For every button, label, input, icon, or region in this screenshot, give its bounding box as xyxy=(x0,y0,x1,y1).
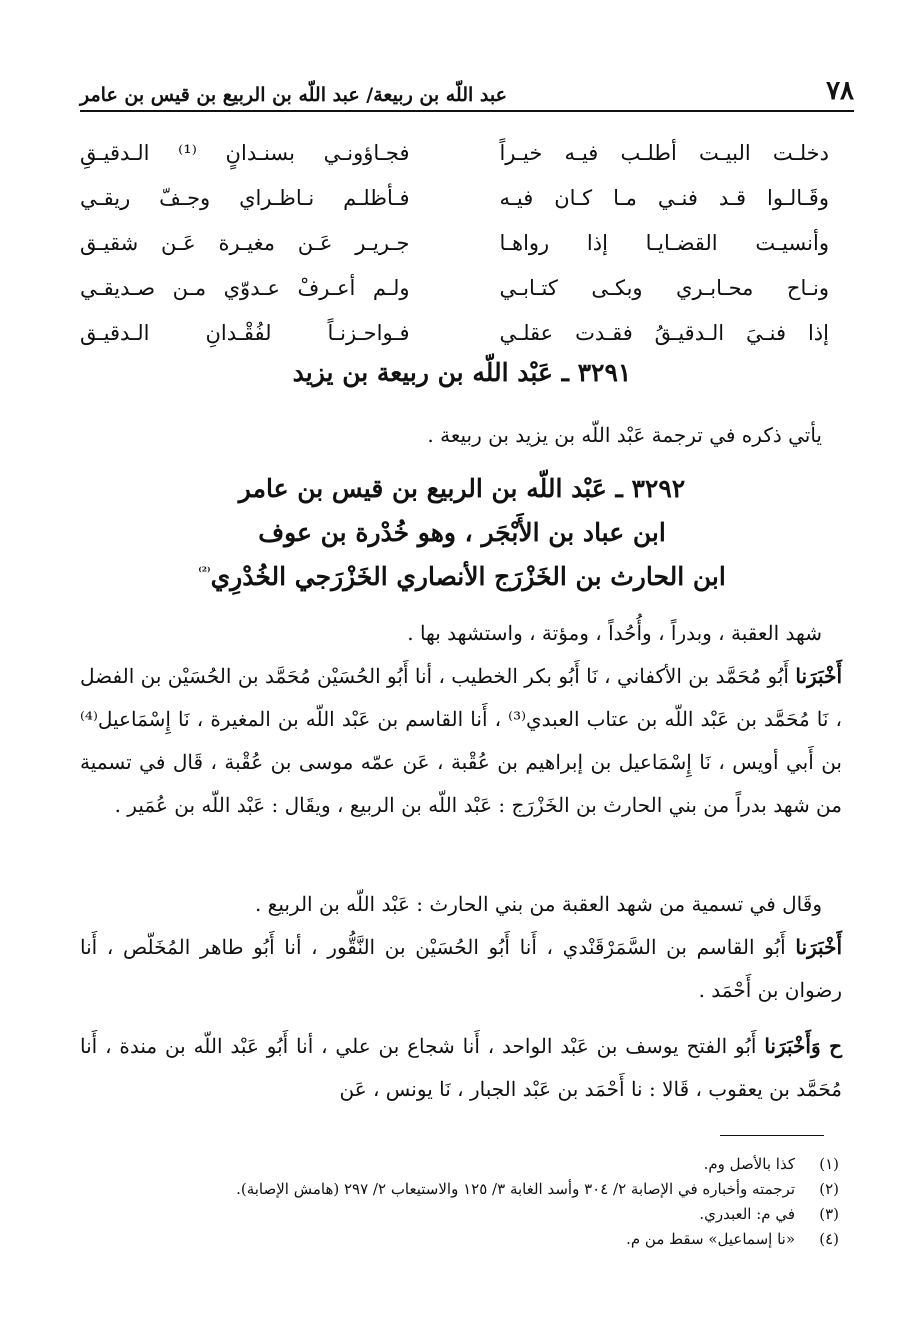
paragraph-text: أَبُو مُحَمَّد بن الأكفاني ، نَا أَبُو بكر الخطيب ، أنا أَبُو الحُسَيْن مُحَمَّد بن الحُسَيْن بن الفضل ، نَا مُحَمَّد بن عَبْد اللّه بن عتاب العبدي⁽³⁾ ، أَنا القاسم بن عَبْد اللّه بن المغيرة ، نَا إِسْمَاعيل⁽⁴⁾ بن أَبي أويس ، نَا إِسْمَاعيل بن إبراهيم بن عُقْبة ، عَن عمّه موسى بن عُقْبة ، قَال في تسمية من شهد بدراً من بني الحارث بن الخَزْرَج : عَبْد اللّه بن الربيع ، ويقَال : عَبْد اللّه بن عُمَير . xyxy=(80,664,842,817)
poem-line xyxy=(80,220,829,265)
poem-hemistich-right: إذا فنـيَ الـدقيـقُ فقـدت عقلـي xyxy=(499,320,829,345)
heading-text: ابن الحارث بن الخَزْرَج الأنصاري الخَزْرَجي الخُدْرِي xyxy=(210,562,726,591)
footnote-number: (٣) xyxy=(819,1205,839,1223)
footnote-text: في م: العبدري. xyxy=(699,1205,795,1223)
poem-hemistich-right: ونـاح محـابـري وبكـى كتـابـي xyxy=(499,275,829,300)
entry-heading-3292-line3 xyxy=(80,562,844,591)
footnote xyxy=(80,1177,839,1202)
paragraph-text: أَبُو الفتح يوسف بن عَبْد الواحد ، أَنا شجاع بن علي ، أنا أَبُو عَبْد اللّه بن مندة ، أَنا مُحَمَّد بن يعقوب ، قَالا : نا أَحْمَد بن عَبْد الجبار ، نَا يونس ، عَن xyxy=(80,1034,842,1101)
isnad-paragraph-3 xyxy=(80,926,842,1012)
poem-line xyxy=(80,175,829,220)
running-header xyxy=(80,62,854,112)
footnote-number: (١) xyxy=(819,1155,839,1173)
poem-hemistich-left: فجـاؤونـي بسنـدانٍ ⁽¹⁾ الـدقيـقِ xyxy=(80,140,410,165)
footnotes xyxy=(80,1152,839,1252)
footnote-marker: ⁽²⁾ xyxy=(198,564,211,579)
footnote-text: ترجمته وأخباره في الإصابة ٢/ ٣٠٤ وأسد الغابة ٣/ ١٢٥ والاستيعاب ٢/ ٢٩٧ (هامش الإصابة). xyxy=(236,1180,795,1198)
footnote xyxy=(80,1227,839,1252)
narration-keyword: أَخْبَرَنا xyxy=(795,935,842,959)
running-title: عبد اللّه بن ربيعة/ عبد اللّه بن الربيع بن قيس بن عامر xyxy=(80,84,507,106)
entry-heading-3291: ٣٢٩١ ـ عَبْد اللّه بن ربيعة بن يزيد xyxy=(292,358,632,387)
poem xyxy=(80,130,829,355)
poem-hemistich-right: وقَـالـوا قـد فنـي مـا كـان فيـه xyxy=(499,185,829,210)
poem-line xyxy=(80,265,829,310)
entry-3291-text: يأتي ذكره في ترجمة عَبْد اللّه بن يزيد بن ربيعة . xyxy=(427,423,822,447)
poem-line xyxy=(80,130,829,175)
paragraph-text: أَبُو القاسم بن السَّمَرْقَنْدي ، أَنا أَبُو الحُسَيْن بن النَّقُّور ، أنا أَبُو طاهر المُخَلّص ، أَنا رضوان بن أَحْمَد . xyxy=(80,935,842,1002)
footnote-text: «نا إسماعيل» سقط من م. xyxy=(626,1230,795,1248)
entry-3292-intro: شهد العقبة ، وبدراً ، وأُحُداً ، ومؤتة ، واستشهد بها . xyxy=(407,621,822,645)
isnad-paragraph-2: وقَال في تسمية من شهد العقبة من بني الحارث : عَبْد اللّه بن الربيع . xyxy=(254,892,822,916)
entry-heading-3292-line1: ٣٢٩٢ ـ عَبْد اللّه بن الربيع بن قيس بن عامر xyxy=(238,474,686,503)
narration-keyword: ح وَأَخْبَرَنا xyxy=(764,1034,843,1058)
poem-hemistich-right: وأنسيـت القضـايـا إذا رواهـا xyxy=(499,230,829,255)
footnote-number: (٤) xyxy=(819,1230,839,1248)
poem-hemistich-left: فـأظلـم نـاظـراي وجـفّ ريقـي xyxy=(80,185,410,210)
footnote xyxy=(80,1152,839,1177)
footnote xyxy=(80,1202,839,1227)
poem-hemistich-left: جـريـر عَـن مغيـرة عَـن شقيـق xyxy=(80,230,410,255)
poem-hemistich-left: فـواحـزنـاً لفُقْـدانِ الـدقيـق xyxy=(80,320,410,345)
entry-heading-3292-line2: ابن عباد بن الأَبْجَر ، وهو خُدْرة بن عوف xyxy=(258,518,666,547)
narration-keyword: أَخْبَرَنا xyxy=(795,664,842,688)
footnote-number: (٢) xyxy=(819,1180,839,1198)
isnad-paragraph-4 xyxy=(80,1025,842,1111)
footnote-text: كذا بالأصل وم. xyxy=(703,1155,795,1173)
page-number: ٧٨ xyxy=(826,76,854,106)
poem-line xyxy=(80,310,829,355)
poem-hemistich-left: ولـم أعـرفْ عـدوّي مـن صـديقـي xyxy=(80,275,410,300)
isnad-paragraph-1 xyxy=(80,655,842,827)
footnote-separator xyxy=(720,1135,824,1136)
poem-hemistich-right: دخلـت البيـت أطلـب فيـه خيـراً xyxy=(499,140,829,165)
